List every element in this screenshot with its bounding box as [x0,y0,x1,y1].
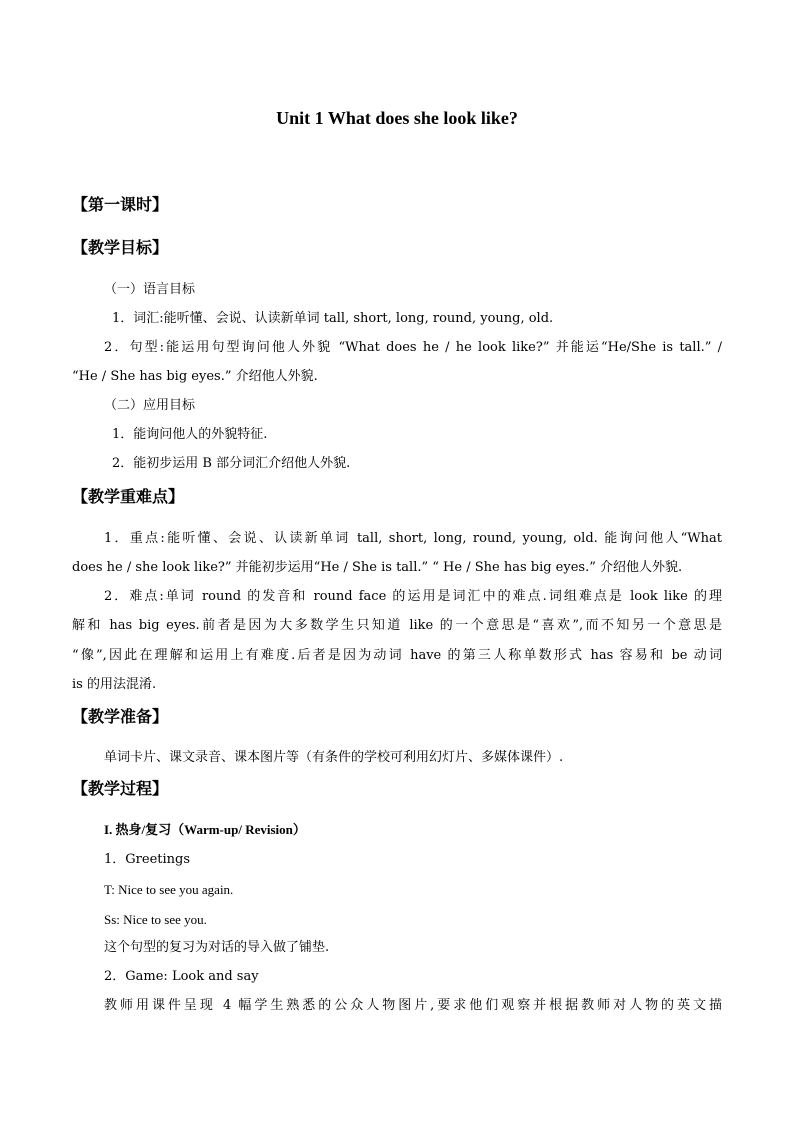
students-line: Ss: Nice to see you. [104,912,207,927]
warmup-section-title: I. 热身/复习（Warm-up/ Revision） [104,822,306,837]
game-description: 教师用课件呈现 4 幅学生熟悉的公众人物图片,要求他们观察并根据教师对人物的英文描 [104,998,722,1013]
teacher-line: T: Nice to see you again. [104,882,234,897]
pattern-objective-line2: “He / She has big eyes.” 介绍他人外貌. [72,369,318,384]
lesson-heading: 【第一课时】 [72,195,169,214]
vocab-objective: 1．词汇:能听懂、会说、认读新单词 tall, short, long, round, young, old. [112,311,554,326]
application-goal-label: （二）应用目标 [104,398,196,413]
application-objective-1: 1．能询问他人的外貌特征. [112,427,268,442]
greetings-item: 1．Greetings [104,852,191,867]
objectives-heading: 【教学目标】 [72,238,169,257]
key-point-2-line2: 解和 has big eyes.前者是因为大多数学生只知道 like 的一个意思是“喜欢”,而不知另一个意思是 [72,618,722,633]
pattern-objective-line1: 2．句型:能运用句型询问他人外貌 “What does he / he look like?” 并能运“He/She is tall.” / [104,340,722,355]
language-goal-label: （一）语言目标 [104,282,196,297]
process-heading: 【教学过程】 [72,779,169,798]
preparation-heading: 【教学准备】 [72,707,169,726]
key-point-1-line2: does he / she look like?” 并能初步运用“He / She is tall.” “ He / She has big eyes.” 介绍他人外貌. [72,560,683,575]
application-objective-2: 2．能初步运用 B 部分词汇介绍他人外貌. [112,456,351,471]
key-point-2-line3: “像”,因此在理解和运用上有难度.后者是因为动词 have 的第三人称单数形式 has 容易和 be 动词 [72,648,722,663]
key-point-2-line1: 2．难点:单词 round 的发音和 round face 的运用是词汇中的难点.词组难点是 look like 的理 [104,589,722,604]
preparation-text: 单词卡片、课文录音、课本图片等（有条件的学校可利用幻灯片、多媒体课件）. [104,750,564,765]
key-point-1-line1: 1．重点:能听懂、会说、认读新单词 tall, short, long, round, young, old. 能询问他人“What [104,531,722,546]
document-title: Unit 1 What does she look like? [276,108,518,128]
key-point-2-line4: is 的用法混淆. [72,677,157,692]
warmup-note: 这个句型的复习为对话的导入做了铺垫. [104,940,330,955]
game-item: 2．Game: Look and say [104,969,259,984]
key-points-heading: 【教学重难点】 [72,487,185,506]
